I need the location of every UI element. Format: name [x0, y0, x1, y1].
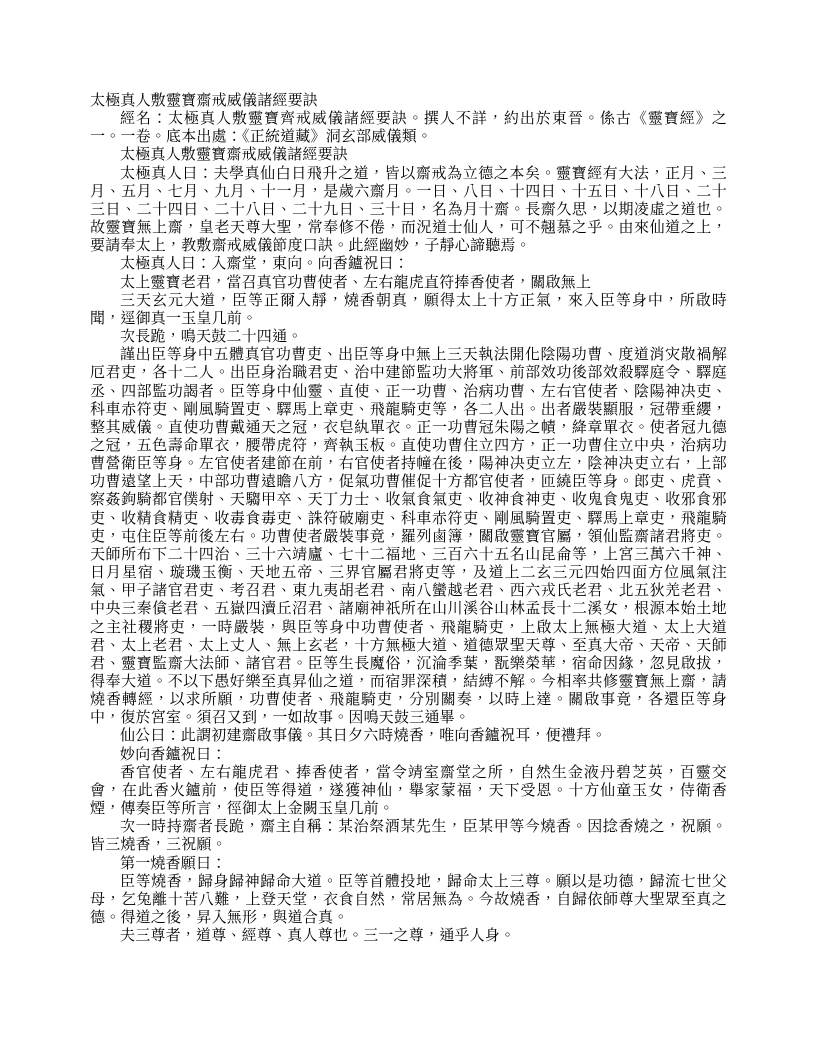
paragraph: 妙向香鑪祝曰：	[120, 746, 227, 763]
paragraph: 臣等燒香，歸身歸神歸命大道。臣等首體投地，歸命太上三尊。願以是功德，歸流七世父母，乞兔離十苦八難，上登天堂，衣食自然，常居無為。今故燒香，自歸依師尊大聖眾至真之德。得道之後，昇入無形，與道合真。	[90, 873, 727, 927]
paragraph: 次一時持齋者長跪，齋主自稱：某治祭酒某先生，臣某甲等今燒香。因捻香燒之，祝願。皆三燒香，三祝願。	[90, 819, 727, 854]
paragraph: 謹出臣等身中五體真官功曹吏、出臣等身中無上三天執法開化陰陽功曹、度道消灾散禍解厄君吏，各十二人。出臣身治職君吏、治中建節監功大將軍、前部效功後部效殺驛庭令、驛庭丞、四部監功謁者。臣等身中仙靈、直使、正一功曹、治病功曹、左右官使者、陰陽神决吏、科車赤符吏、剛風騎置吏、驛馬上章吏、飛龍騎吏等，各二人出。出者嚴裝顯服，冠帶垂纓，整其威儀。直使功曹戴通天之冠，衣皂紈單衣。正一功曹冠朱陽之幘，絳章單衣。使者冠九德之冠，五色壽命單衣，腰帶虎符，齊執玉板。直使功曹住立四方，正一功曹住立中央，治病功曹營衛臣等身。左官使者建節在前，右官使者持幢在後，陽神决吏立左，陰神决吏立右，上部功曹遠望上天，中部功曹遠瞻八方，促氣功曹催促十方都官使者，匝繞臣等身。郎吏、虎賁、察姦鉤騎都官僕射、天騶甲卒、天丁力士、收氣食氣吏、收神食神吏、收鬼食鬼吏、收邪食邪吏、收精食精吏、收毒食毒吏、誅符破廟吏、科車赤符吏、剛風騎置吏、驛馬上章吏，飛龍騎吏，屯住臣等前後左右。功曹使者嚴裝事竟，羅列鹵簿，關啟靈寶官屬，領仙監齋諸君將吏。天師所布下二十四治、三十六靖廬、七十二福地、三百六十五名山昆侖等，上宮三萬六千神、日月星宿、璇璣玉衡、天地五帝、三界官屬君將吏等，及道上二玄三元四始四面方位風氣注氣、甲子諸官君吏、考召君、東九夷胡老君、南八蠻越老君、西六戎氏老君、北五狄羌老君、中央三秦僋老君、五嶽四瀆丘沼君、諸廟神祇所在山川溪谷山林孟長十二溪女，根源本始土地之主社稷將吏，一時嚴裝，與臣等身中功曹使者、飛龍騎吏，上啟太上無極大道、太上大道君、太上老君、太上丈人、無上玄老，十方無極大道、道德眾聖天尊、至真大帝、天帝、天師君、靈寶監齋大法師、諸官君。臣等生長魔俗，沉淪季葉，翫樂榮華，宿命因緣，忽見啟拔，得奉大道。不以下愚好樂至真昇仙之道，而宿罪深積，結縛不解。今相率共修靈寶無上齋，請燒香轉經，以求所願，功曹使者、飛龍騎吏，分別關奏，以時上達。關啟事竟，各還臣等身中，復於宮室。須召又到，一如故事。因鳴天鼓三通畢。	[90, 347, 727, 727]
paragraph: 三天玄元大道，臣等正爾入靜，燒香朝真，願得太上十方正氣，來入臣等身中，所啟時聞，逕御真一玉皇几前。	[90, 292, 727, 327]
paragraph-meta: 經名：太極真人敷靈寶齊戒威儀諸經要訣。撰人不詳，約出於東晉。係古《靈寶經》之一。一卷。底本出處：《正統道藏》洞玄部威儀類。	[90, 111, 727, 146]
paragraph: 太上靈寶老君，當召真官功曹使者、左右龍虎直符捧香使者，關啟無上	[120, 274, 592, 291]
paragraph: 第一燒香願曰：	[120, 855, 227, 872]
paragraph: 香官使者、左右龍虎君、捧香使者，當令靖室齋堂之所，自然生金液丹碧芝英，百靈交會，在此香火鑪前，使臣等得道，遂獲神仙，舉家蒙福，天下受恩。十方仙童玉女，侍衛香煙，傳奏臣等所言，徑御太上金闕玉皇几前。	[90, 764, 727, 818]
paragraph: 太極真人曰：夫學真仙白日飛升之道，皆以齋戒為立德之本矣。靈寶經有大法，正月、三月、五月、七月、九月、十一月，是歲六齋月。一日、八日、十四日、十五日、十八日、二十三日、二十四日、二十八日、二十九日、三十日，名為月十齋。長齋久思，以期凌虛之道也。故靈寶無上齋，皇老天尊大聖，常奉修不倦，而況道士仙人，可不翹慕之乎。由來仙道之上，要請奉太上，教敷齋戒威儀節度口訣。此經幽妙，子靜心諦聽焉。	[90, 165, 727, 255]
doc-title-line: 太極真人敷靈寶齋戒威儀諸經要訣	[90, 93, 319, 109]
paragraph-title-repeat: 太極真人敷靈寶齋戒威儀諸經要訣	[120, 147, 349, 164]
paragraph: 太極真人曰：入齋堂，東向。向香鑪祝曰：	[120, 256, 409, 273]
paragraph: 夫三尊者，道尊、經尊、真人尊也。三一之尊，通乎人身。	[120, 928, 516, 945]
document-body	[90, 92, 727, 945]
paragraph: 仙公曰：此謂初建齋啟事儀。其日夕六時燒香，唯向香鑪祝耳，便禮拜。	[120, 728, 607, 745]
paragraph: 次長跪，鳴天鼓二十四通。	[120, 329, 303, 346]
